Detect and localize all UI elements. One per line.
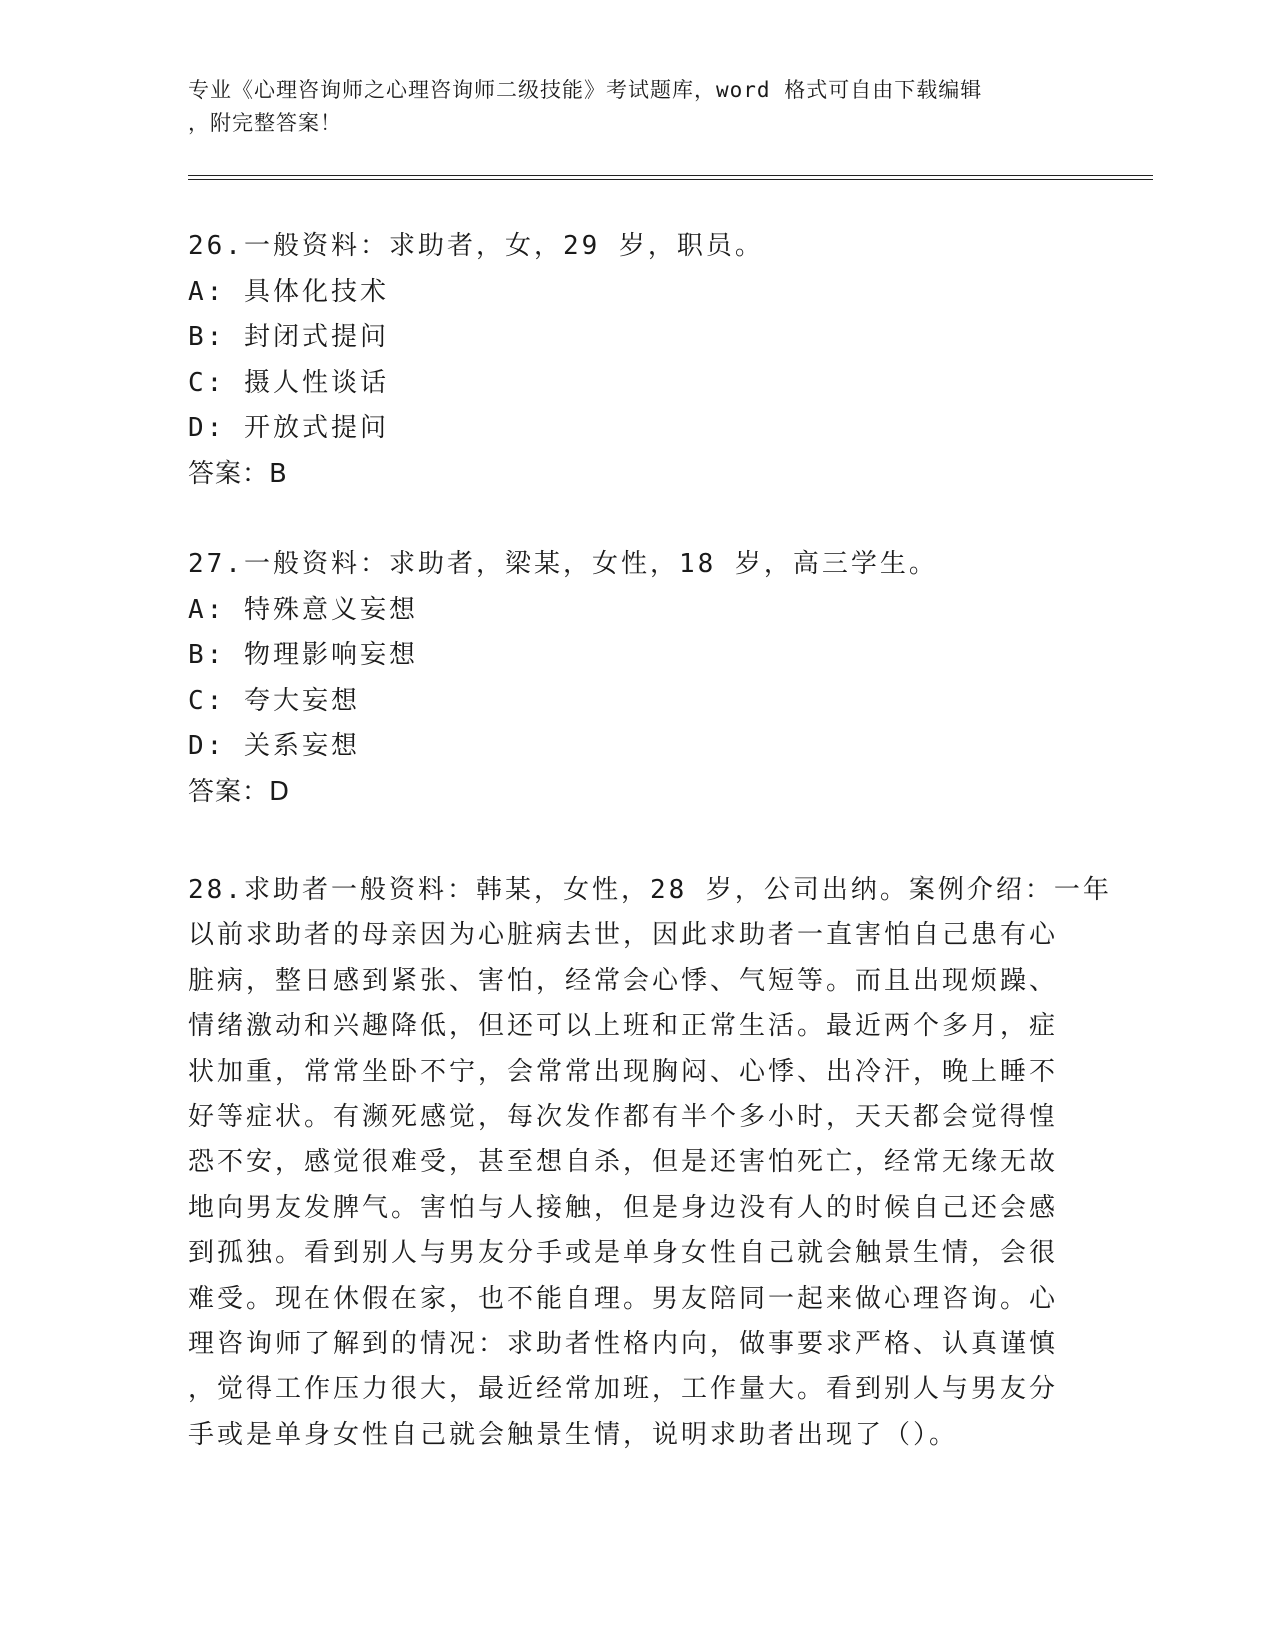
answer-value: B (269, 458, 288, 489)
answer-label: 答案： (188, 458, 270, 489)
answer-line (188, 452, 1088, 498)
question-26 (188, 224, 1088, 497)
document-header (188, 74, 1078, 140)
header-line-1: 专业《心理咨询师之心理咨询师二级技能》考试题库，word 格式可自由下载编辑 (188, 78, 983, 102)
question-28 (188, 868, 1112, 1458)
question-stem: 27.一般资料：求助者，梁某，女性，18 岁，高三学生。 (188, 549, 938, 579)
question-28-line: 好等症状。有濒死感觉，每次发作都有半个多小时，天天都会觉得惶 (188, 1101, 1059, 1132)
option-b: B: 物理影响妄想 (188, 640, 418, 670)
header-rule-top (188, 175, 1153, 176)
question-28-line: 地向男友发脾气。害怕与人接触，但是身边没有人的时候自己还会感 (188, 1192, 1059, 1223)
header-line-2: ，附完整答案！ (188, 111, 342, 135)
option-d: D: 开放式提问 (188, 413, 389, 443)
question-28-line: 理咨询师了解到的情况：求助者性格内向，做事要求严格、认真谨慎 (188, 1328, 1059, 1359)
question-28-line: 脏病，整日感到紧张、害怕，经常会心悸、气短等。而且出现烦躁、 (188, 965, 1059, 996)
header-rule-bottom (188, 179, 1153, 180)
answer-label: 答案： (188, 776, 270, 807)
question-28-line: 状加重，常常坐卧不宁，会常常出现胸闷、心悸、出冷汗，晚上睡不 (188, 1056, 1059, 1087)
question-stem: 26.一般资料：求助者，女，29 岁，职员。 (188, 231, 764, 261)
question-28-line: 到孤独。看到别人与男友分手或是单身女性自己就会触景生情，会很 (188, 1238, 1059, 1269)
question-28-line: ，觉得工作压力很大，最近经常加班，工作量大。看到别人与男友分 (188, 1374, 1059, 1405)
question-27 (188, 542, 1088, 815)
answer-line (188, 770, 1088, 816)
question-28-line: 恐不安，感觉很难受，甚至想自杀，但是还害怕死亡，经常无缘无故 (188, 1147, 1059, 1178)
option-b: B: 封闭式提问 (188, 322, 389, 352)
answer-value: D (269, 776, 291, 807)
question-28-line: 28.求助者一般资料：韩某，女性，28 岁，公司出纳。案例介绍：一年 (188, 875, 1112, 905)
question-28-line: 情绪激动和兴趣降低，但还可以上班和正常生活。最近两个多月，症 (188, 1011, 1059, 1042)
option-a: A: 特殊意义妄想 (188, 594, 418, 625)
option-d: D: 关系妄想 (188, 731, 360, 761)
option-c: C: 摄人性谈话 (188, 367, 389, 398)
question-28-line: 手或是单身女性自己就会触景生情，说明求助者出现了（）。 (188, 1419, 959, 1450)
option-a: A: 具体化技术 (188, 276, 389, 307)
question-28-line: 难受。现在休假在家，也不能自理。男友陪同一起来做心理咨询。心 (188, 1283, 1059, 1314)
question-28-line: 以前求助者的母亲因为心脏病去世，因此求助者一直害怕自己患有心 (188, 920, 1059, 951)
option-c: C: 夸大妄想 (188, 685, 360, 716)
